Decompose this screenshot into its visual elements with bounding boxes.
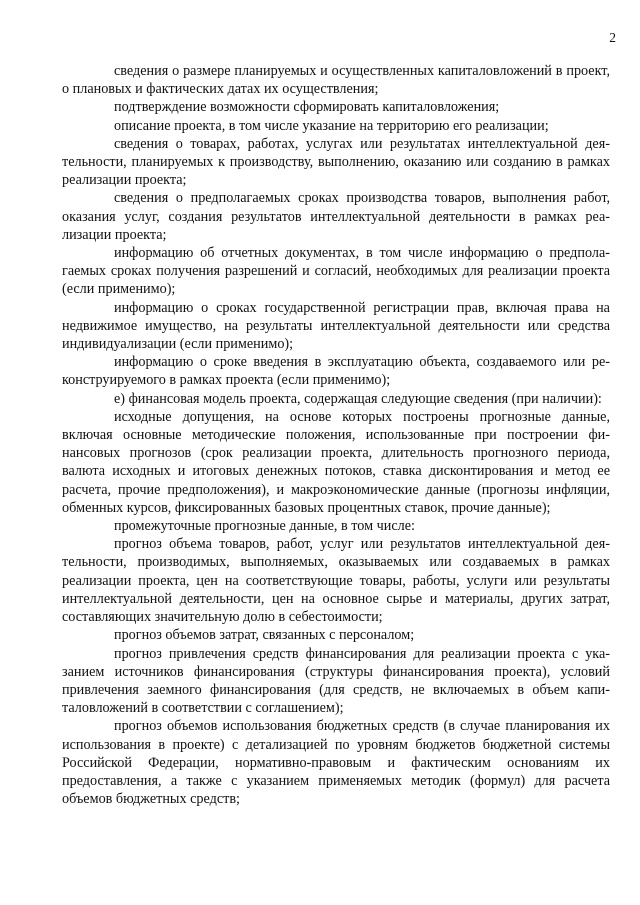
paragraph: сведения о предполагаемых сроках производства товаров, выполнения работ, оказания услуг, создания результатов интеллектуальной деятельности в рамках реализации проекта; [62,190,610,243]
paragraph: сведения о товарах, работах, услугах или результатах интеллектуальной деятельности, планируемых к производству, выполнению, оказанию или созданию в рамках реализации проекта; [62,135,610,189]
paragraph: исходные допущения, на основе которых построены прогнозные данные, включая основные методические положения, использованные при построении финансовых прогнозов (срок реализации проекта, длительность прогнозного периода, валюта исходных и итоговых денежных потоков, ставка дисконтирования и метод ее расчета, прочие предположения), и макроэкономические данные (прогнозы инфляции, обменных курсов, фиксированных базовых процентных ставок, прочие данные); [62,408,610,516]
paragraph: прогноз привлечения средств финансирования для реализации проекта с указанием источников финансирования (структуры финансирования проекта), условий привлечения заемного финансирования (для средств, не включаемых в объем капиталовложений в соответствии с соглашением); [62,645,610,717]
paragraph: промежуточные прогнозные данные, в том числе: [114,518,415,535]
paragraph: информацию о сроках государственной регистрации прав, включая права на недвижимое имущество, на результаты интеллектуальной деятельности или средства индивидуализации (если применимо); [62,299,610,353]
paragraph: е) финансовая модель проекта, содержащая следующие сведения (при наличии): [114,390,602,407]
paragraph: подтверждение возможности сформировать капиталовложения; [114,99,500,116]
page-number: 2 [609,30,616,45]
paragraph: описание проекта, в том числе указание на территорию его реализации; [114,117,549,134]
paragraph: прогноз объема товаров, работ, услуг или результатов интеллектуальной деятельности, производимых, выполняемых, оказываемых или создаваемых в рамках реализации проекта, цен на соответствующие товары, работы, услуги или результаты интеллектуальной деятельности, цен на основное сырье и материалы, других затрат, составляющих значительную долю в себестоимости; [62,536,610,626]
document-body [62,62,610,808]
paragraph: прогноз объемов затрат, связанных с персоналом; [114,627,415,644]
paragraph: прогноз объемов использования бюджетных средств (в случае планирования их использования в проекте) с детализацией по уровням бюджетов бюджетной системы Российской Федерации, нормативно-правовым и фактическим основаниям их предоставления, а также с указанием применяемых методик (формул) для расчета объемов бюджетных средств; [62,718,610,808]
paragraph: сведения о размере планируемых и осуществленных капиталовложений в проект, о плановых и фактических датах их осуществления; [62,63,610,98]
paragraph: информацию об отчетных документах, в том числе информацию о предполагаемых сроках получения разрешений и согласий, необходимых для реализации проекта (если применимо); [62,245,610,298]
paragraph: информацию о сроке введения в эксплуатацию объекта, создаваемого или реконструируемого в рамках проекта (если применимо); [62,354,610,389]
